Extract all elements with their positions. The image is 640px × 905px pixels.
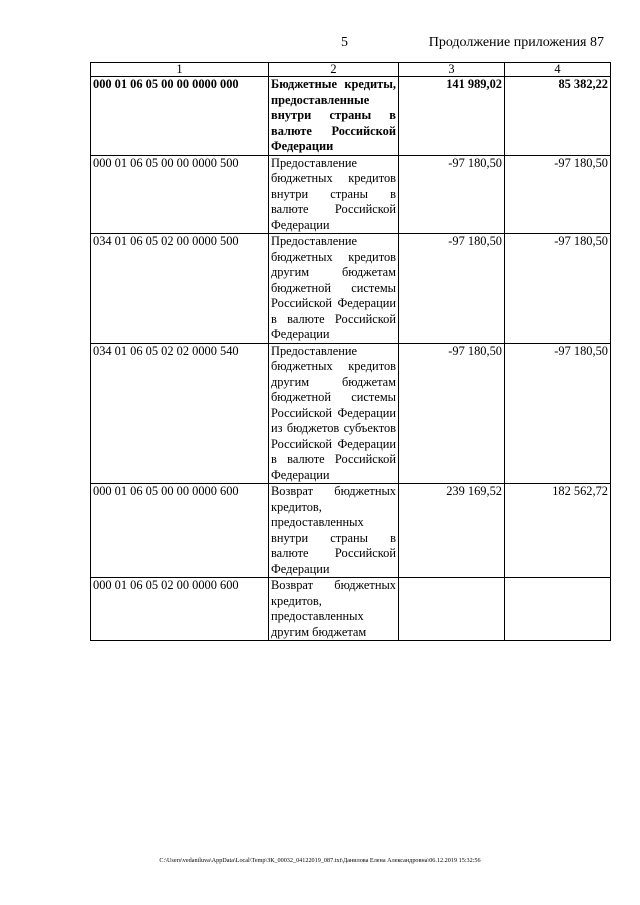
amount-cell-col3: -97 180,50 <box>399 343 505 484</box>
amount-cell-col4: -97 180,50 <box>505 234 611 344</box>
budget-code-cell: 000 01 06 05 02 00 0000 600 <box>91 578 269 641</box>
amount-cell-col3: 239 169,52 <box>399 484 505 578</box>
amount-cell-col4: -97 180,50 <box>505 155 611 234</box>
item-name-cell: Предоставление бюджетных кредитов другим бюджетам бюджетной системы Российской Федерации в валюте Российской Федерации <box>269 234 399 344</box>
page-number: 5 <box>341 35 348 50</box>
item-name-cell: Предоставление бюджетных кредитов другим бюджетам бюджетной системы Российской Федерации из бюджетов субъектов Российской Федерации в валюте Российской Федерации <box>269 343 399 484</box>
amount-cell-col4: 85 382,22 <box>505 77 611 156</box>
budget-code-cell: 000 01 06 05 00 00 0000 000 <box>91 77 269 156</box>
item-name-cell: Возврат бюджетных кредитов, предоставленных другим бюджетам <box>269 578 399 641</box>
table-row <box>91 484 611 578</box>
table-row <box>91 155 611 234</box>
footer-file-path: C:\Users\vedaniluva\AppData\Local\Temp\ЗК_00032_04122019_087.txt\Данилова Елена Александровна\06.12.2019 15:32:56 <box>159 857 481 864</box>
amount-cell-col3: 141 989,02 <box>399 77 505 156</box>
table-row <box>91 343 611 484</box>
budget-code-cell: 000 01 06 05 00 00 0000 600 <box>91 484 269 578</box>
budget-code-cell: 034 01 06 05 02 00 0000 500 <box>91 234 269 344</box>
budget-code-cell: 000 01 06 05 00 00 0000 500 <box>91 155 269 234</box>
column-header: 2 <box>269 63 399 77</box>
column-header: 1 <box>91 63 269 77</box>
table-row <box>91 234 611 344</box>
amount-cell-col4 <box>505 578 611 641</box>
continuation-label: Продолжение приложения 87 <box>428 35 604 50</box>
item-name-cell: Бюджетные кредиты, предоставленные внутри страны в валюте Российской Федерации <box>269 77 399 156</box>
amount-cell-col4: -97 180,50 <box>505 343 611 484</box>
amount-cell-col4: 182 562,72 <box>505 484 611 578</box>
amount-cell-col3: -97 180,50 <box>399 155 505 234</box>
table-row <box>91 77 611 156</box>
table-header-row <box>91 63 611 77</box>
item-name-cell: Предоставление бюджетных кредитов внутри страны в валюте Российской Федерации <box>269 155 399 234</box>
table-row <box>91 578 611 641</box>
column-header: 4 <box>505 63 611 77</box>
budget-table <box>90 62 611 641</box>
amount-cell-col3 <box>399 578 505 641</box>
amount-cell-col3: -97 180,50 <box>399 234 505 344</box>
column-header: 3 <box>399 63 505 77</box>
item-name-cell: Возврат бюджетных кредитов, предоставленных внутри страны в валюте Российской Федерации <box>269 484 399 578</box>
budget-code-cell: 034 01 06 05 02 02 0000 540 <box>91 343 269 484</box>
